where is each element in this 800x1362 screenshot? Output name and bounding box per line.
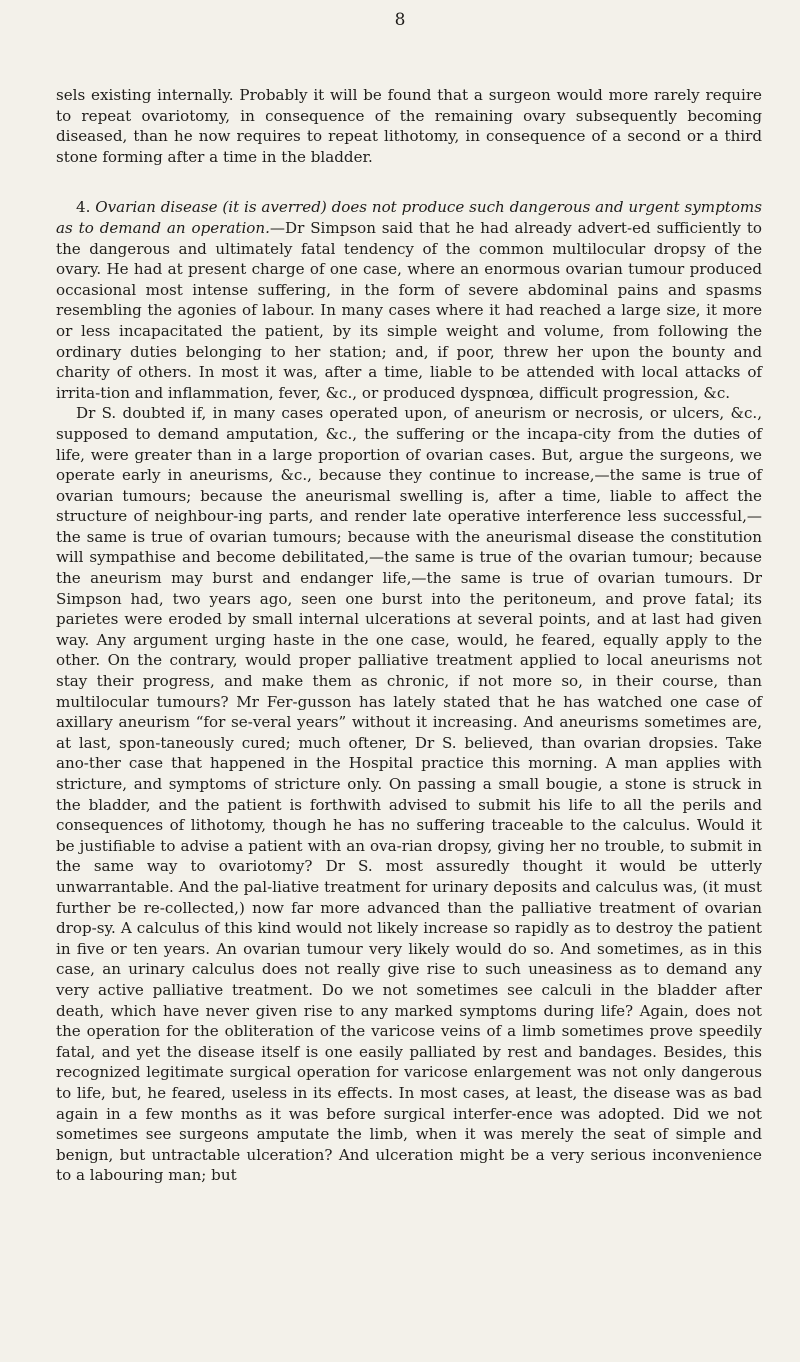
paragraph-section-4 — [56, 197, 762, 403]
page-body — [56, 85, 762, 1186]
paragraph-dr-s: Dr S. doubted if, in many cases operated upon, of aneurism or necrosis, or ulcers, &c., supposed to demand amputation, &c., the suffering or the incapa-city from the duties of life, were greater than in a large proportion of ovarian cases. But, argue the surgeons, we operate early in aneurisms, &c., because they continue to increase,—the same is true of ovarian tumours; because the aneurismal swelling is, after a time, liable to affect the structure of neighbour-ing parts, and render late operative interference less successful,—the same is true of ovarian tumours; because with the aneurismal disease the constitution will sympathise and become debilitated,—the same is true of the ovarian tumour; because the aneurism may burst and endanger life,—the same is true of ovarian tumours. Dr Simpson had, two years ago, seen one burst into the peritoneum, and prove fatal; its parietes were eroded by small internal ulcerations at several points, and at last had given way. Any argument urging haste in the one case, would, he feared, equally apply to the other. On the contrary, would proper palliative treatment applied to local aneurisms not stay their progress, and make them as chronic, if not more so, in their course, than multilocular tumours? Mr Fer-gusson has lately stated that he has watched one case of axillary aneurism “for se-veral years” without it increasing. And aneurisms sometimes are, at last, spon-taneously cured; much oftener, Dr S. believed, than ovarian dropsies. Take ano-ther case that happened in the Hospital practice this morning. A man applies with stricture, and symptoms of stricture only. On passing a small bougie, a stone is struck in the bladder, and the patient is forthwith advised to submit his life to all the perils and consequences of lithotomy, though he has no suffering traceable to the calculus. Would it be justifiable to advise a patient with an ova-rian dropsy, giving her no trouble, to submit in the same way to ovariotomy? Dr S. most assuredly thought it would be utterly unwarrantable. And the pal-liative treatment for urinary deposits and calculus was, (it must further be re-collected,) now far more advanced than the palliative treatment of ovarian drop-sy. A calculus of this kind would not likely increase so rapidly as to destroy the patient in five or ten years. An ovarian tumour very likely would do so. And sometimes, as in this case, an urinary calculus does not really give rise to such uneasiness as to demand any very active palliative treatment. Do we not sometimes see calculi in the bladder after death, which have never given rise to any marked symptoms during life? Again, does not the operation for the obliteration of the varicose veins of a limb sometimes prove speedily fatal, and yet the disease itself is one easily palliated by rest and bandages. Besides, this recognized legitimate surgical operation for varicose enlargement was not only dangerous to life, but, he feared, useless in its effects. In most cases, at least, the disease was as bad again in a few months as it was before surgical interfer-ence was adopted. Did we not sometimes see surgeons amputate the limb, when it was merely the seat of simple and benign, but untractable ulceration? And ulceration might be a very serious inconvenience to a labouring man; but — [56, 404, 762, 1185]
section-heading: Ovarian disease (it is averred) does not produce such dangerous and urgent symptoms as to demand an operation. — [56, 198, 762, 237]
page-number: 8 — [394, 10, 406, 30]
section-text: —Dr Simpson said that he had already advert-ed sufficiently to the dangerous and ultimately fatal tendency of the common multilocular dropsy of the ovary. He had at present charge of one case, where an enormous ovarian tumour produced occasional most intense suffering, in the form of severe abdominal pains and spasms resembling the agonies of labour. In many cases where it had reached a large size, it more or less incapacitated the patient, by its simple weight and volume, from following the ordinary duties belonging to her station; and, if poor, threw her upon the bounty and charity of others. In most it was, after a time, liable to be attended with local attacks of irrita-tion and inflammation, fever, &c., or produced dyspnœa, difficult progression, &c. — [56, 218, 762, 402]
paragraph-continuation: sels existing internally. Probably it will be found that a surgeon would more rarely require to repeat ovariotomy, in consequence of the remaining ovary subsequently becoming diseased, than he now requires to repeat lithotomy, in consequence of a second or a third stone forming after a time in the bladder. — [56, 86, 762, 166]
section-gap — [56, 167, 762, 197]
section-number: 4. — [76, 198, 91, 217]
